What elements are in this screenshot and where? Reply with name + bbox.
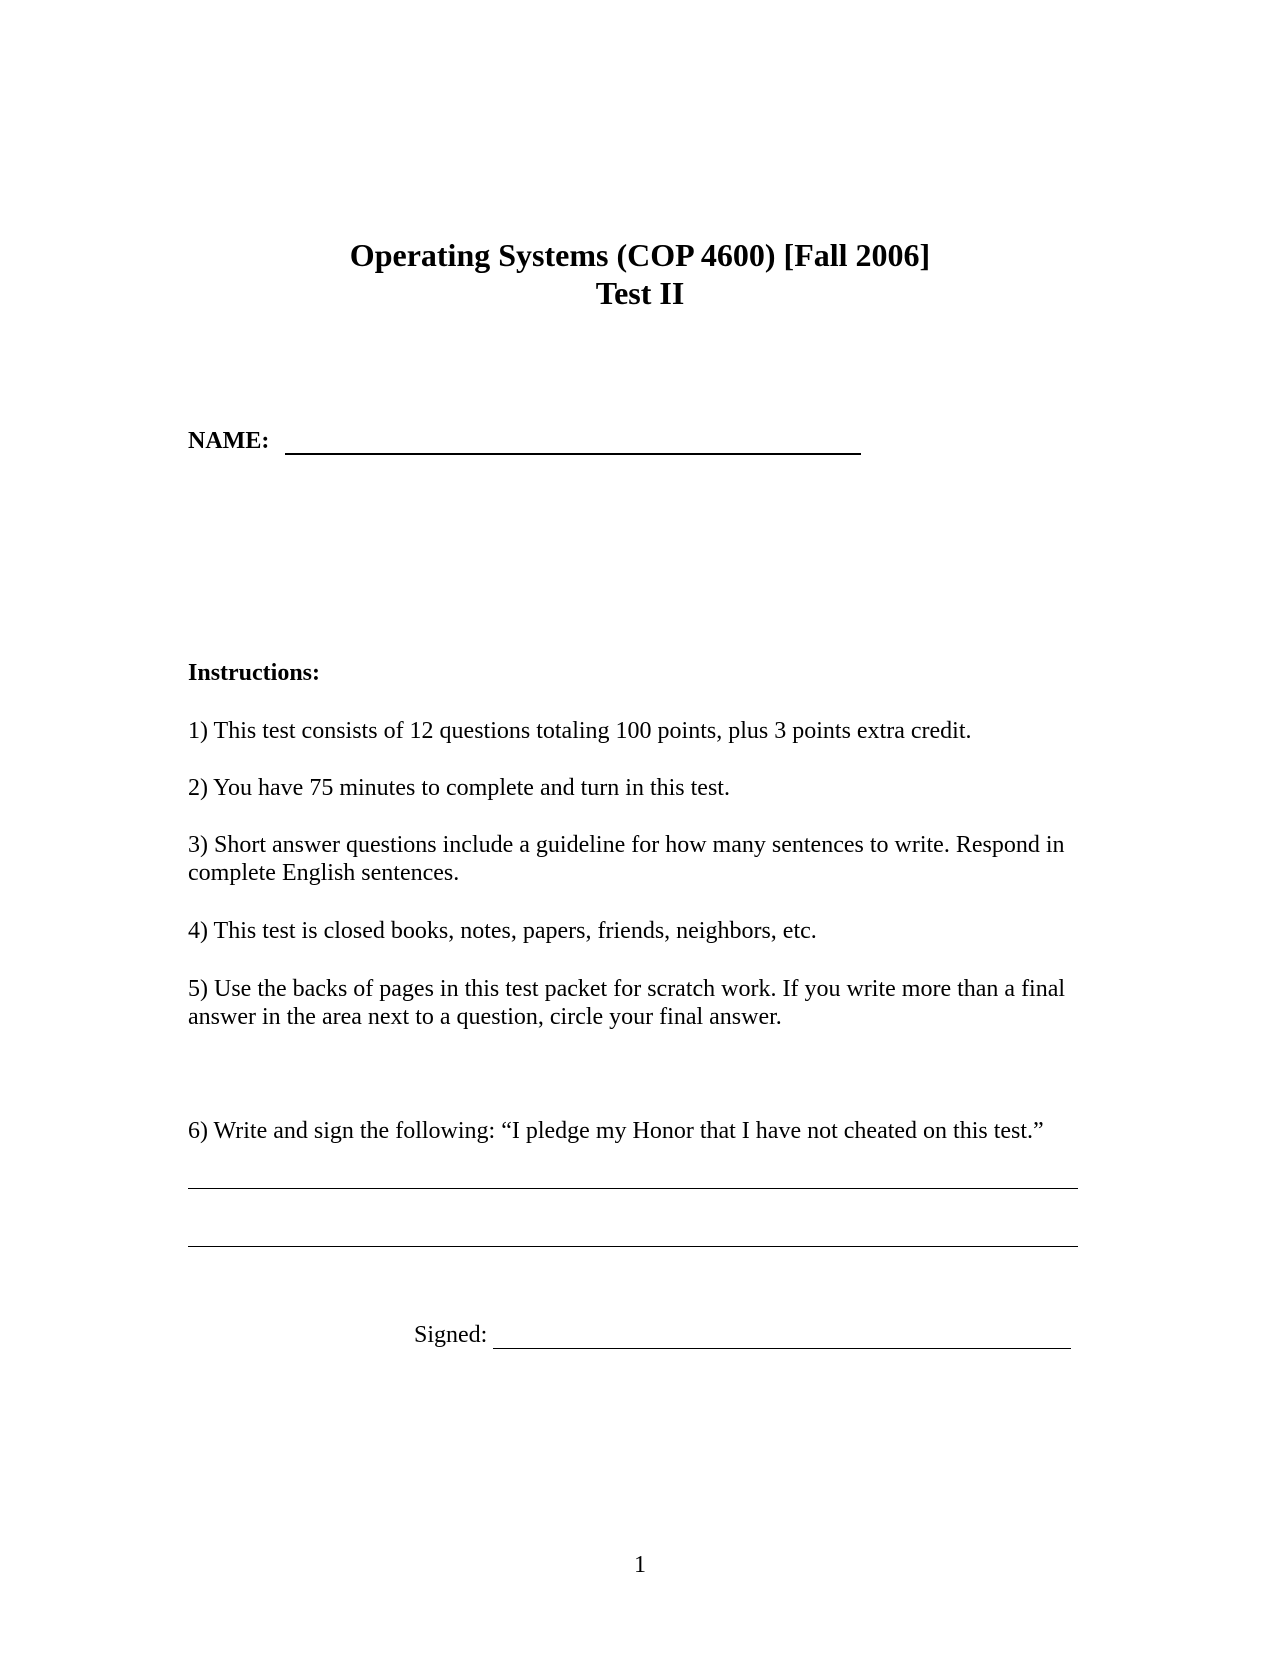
name-blank-line[interactable] [285, 429, 861, 455]
instruction-item-4: 4) This test is closed books, notes, papers, friends, neighbors, etc. [188, 918, 817, 944]
signature-blank-line[interactable] [493, 1324, 1071, 1349]
instruction-item-2: 2) You have 75 minutes to complete and turn in this test. [188, 775, 730, 801]
pledge-blank-line-1[interactable] [188, 1188, 1078, 1189]
instructions-heading: Instructions: [188, 660, 321, 686]
page-title [0, 236, 1280, 312]
instruction-item-1: 1) This test consists of 12 questions totaling 100 points, plus 3 points extra credit. [188, 718, 972, 744]
title-line-2: Test II [595, 275, 685, 311]
instruction-item-3: 3) Short answer questions include a guideline for how many sentences to write. Respond in complete English sentences. [188, 832, 1065, 886]
instruction-item-5: 5) Use the backs of pages in this test packet for scratch work. If you write more than a final answer in the area next to a question, circle your final answer. [188, 976, 1066, 1030]
page-number: 1 [634, 1552, 646, 1578]
title-line-1: Operating Systems (COP 4600) [Fall 2006] [349, 237, 931, 273]
name-label: NAME: [188, 428, 270, 454]
signature-field [414, 1322, 1071, 1349]
signed-label: Signed: [414, 1322, 488, 1348]
pledge-blank-line-2[interactable] [188, 1246, 1078, 1247]
name-field [188, 428, 861, 455]
instruction-item-6: 6) Write and sign the following: “I pledge my Honor that I have not cheated on this test.” [188, 1118, 1044, 1144]
